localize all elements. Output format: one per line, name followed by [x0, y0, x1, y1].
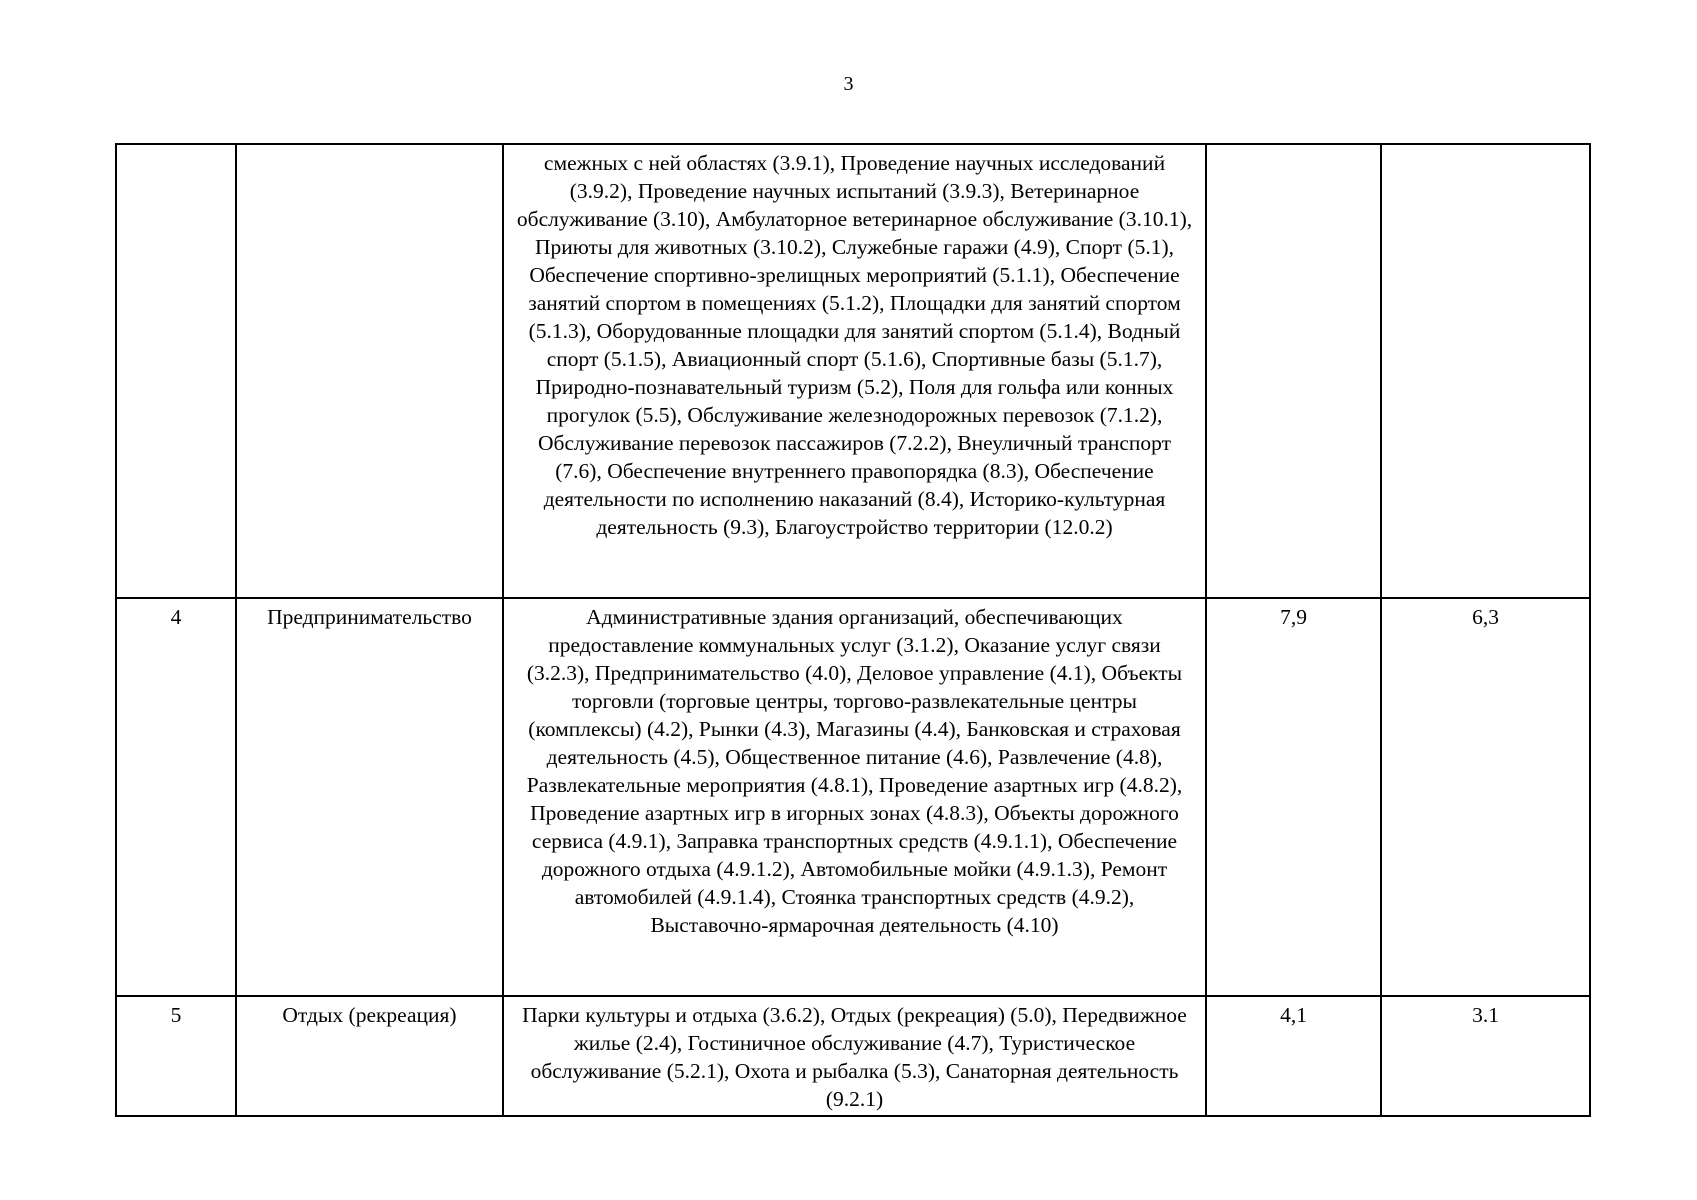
- row-number-cell: [116, 144, 236, 598]
- value-cell-1: 4,1: [1206, 996, 1381, 1116]
- table-row: [116, 144, 1590, 598]
- zone-name-cell: Предпринимательство: [236, 598, 503, 996]
- value-cell-2: [1381, 144, 1590, 598]
- zone-name-cell: [236, 144, 503, 598]
- permitted-uses-cell: смежных с ней областях (3.9.1), Проведение научных исследований (3.9.2), Проведение научных испытаний (3.9.3), Ветеринарное обслуживание (3.10), Амбулаторное ветеринарное обслуживание (3.10.1), Приюты для животных (3.10.2), Служебные гаражи (4.9), Спорт (5.1), Обеспечение спортивно-зрелищных мероприятий (5.1.1), Обеспечение занятий спортом в помещениях (5.1.2), Площадки для занятий спортом (5.1.3), Оборудованные площадки для занятий спортом (5.1.4), Водный спорт (5.1.5), Авиационный спорт (5.1.6), Спортивные базы (5.1.7), Природно-познавательный туризм (5.2), Поля для гольфа или конных прогулок (5.5), Обслуживание железнодорожных перевозок (7.1.2), Обслуживание перевозок пассажиров (7.2.2), Внеуличный транспорт (7.6), Обеспечение внутреннего правопорядка (8.3), Обеспечение деятельности по исполнению наказаний (8.4), Историко-культурная деятельность (9.3), Благоустройство территории (12.0.2): [503, 144, 1206, 598]
- value-cell-2: 3.1: [1381, 996, 1590, 1116]
- table-row: [116, 996, 1590, 1116]
- zone-name-cell: Отдых (рекреация): [236, 996, 503, 1116]
- page-number: 3: [843, 73, 854, 95]
- value-cell-1: 7,9: [1206, 598, 1381, 996]
- permitted-uses-cell: Парки культуры и отдыха (3.6.2), Отдых (рекреация) (5.0), Передвижное жилье (2.4), Гостиничное обслуживание (4.7), Туристическое обслуживание (5.2.1), Охота и рыбалка (5.3), Санаторная деятельность (9.2.1): [503, 996, 1206, 1116]
- row-number-cell: 5: [116, 996, 236, 1116]
- row-number-cell: 4: [116, 598, 236, 996]
- table-row: [116, 598, 1590, 996]
- value-cell-2: 6,3: [1381, 598, 1590, 996]
- land-use-table: [115, 143, 1591, 1117]
- value-cell-1: [1206, 144, 1381, 598]
- permitted-uses-cell: Административные здания организаций, обеспечивающих предоставление коммунальных услуг (3.1.2), Оказание услуг связи (3.2.3), Предпринимательство (4.0), Деловое управление (4.1), Объекты торговли (торговые центры, торгово-развлекательные центры (комплексы) (4.2), Рынки (4.3), Магазины (4.4), Банковская и страховая деятельность (4.5), Общественное питание (4.6), Развлечение (4.8), Развлекательные мероприятия (4.8.1), Проведение азартных игр (4.8.2), Проведение азартных игр в игорных зонах (4.8.3), Объекты дорожного сервиса (4.9.1), Заправка транспортных средств (4.9.1.1), Обеспечение дорожного отдыха (4.9.1.2), Автомобильные мойки (4.9.1.3), Ремонт автомобилей (4.9.1.4), Стоянка транспортных средств (4.9.2), Выставочно-ярмарочная деятельность (4.10): [503, 598, 1206, 996]
